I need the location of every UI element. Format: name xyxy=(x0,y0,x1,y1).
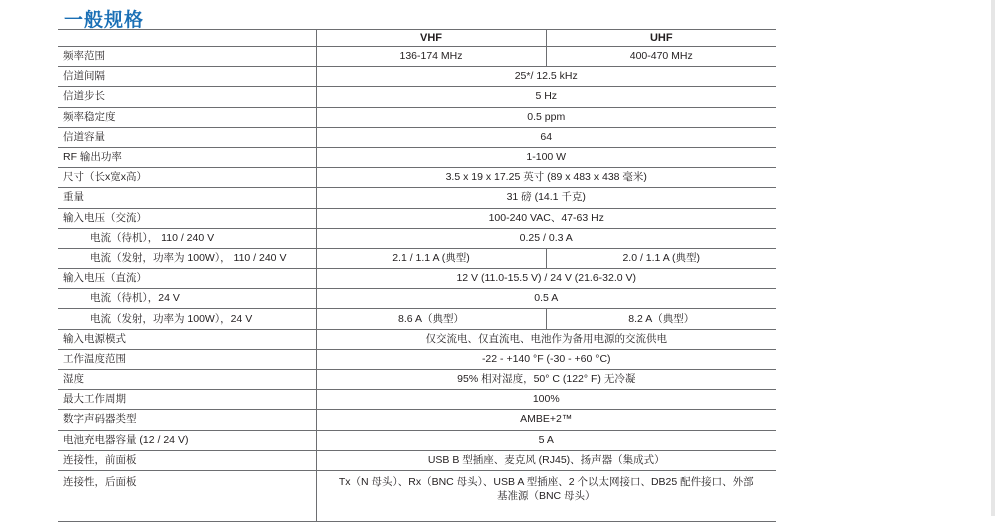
row-value: AMBE+2™ xyxy=(316,410,776,430)
row-label: 工作温度范围 xyxy=(58,349,316,369)
row-value: 0.5 A xyxy=(316,289,776,309)
row-label: 输入电压（直流） xyxy=(58,269,316,289)
row-value: 25*/ 12.5 kHz xyxy=(316,67,776,87)
row-value: 12 V (11.0-15.5 V) / 24 V (21.6-32.0 V) xyxy=(316,269,776,289)
vhf-value: 8.6 A（典型） xyxy=(316,309,546,329)
row-value: 5 Hz xyxy=(316,87,776,107)
row-value-text: Tx（N 母头）、Rx（BNC 母头）、USB A 型插座、2 个以太网接口、DB25 配件接口、外部基准源（BNC 母头） xyxy=(338,475,754,502)
uhf-value: 400-470 MHz xyxy=(546,47,776,67)
row-label: 信道步长 xyxy=(58,87,316,107)
row-label: 信道容量 xyxy=(58,127,316,147)
table-row xyxy=(58,289,776,309)
table-row xyxy=(58,168,776,188)
row-label: 湿度 xyxy=(58,370,316,390)
row-value: 95% 相对湿度，50° C (122° F) 无冷凝 xyxy=(316,370,776,390)
page-title: 一般规格 xyxy=(64,9,145,31)
table-row xyxy=(58,47,776,67)
row-label: 连接性，前面板 xyxy=(58,450,316,470)
vhf-value: 136-174 MHz xyxy=(316,47,546,67)
row-label: 电流（发射，功率为 100W）， 110 / 240 V xyxy=(58,248,316,268)
row-label: RF 输出功率 xyxy=(58,147,316,167)
row-label: 连接性，后面板 xyxy=(58,470,316,521)
row-label: 频率范围 xyxy=(58,47,316,67)
row-value: 5 A xyxy=(316,430,776,450)
table-row xyxy=(58,67,776,87)
table-row xyxy=(58,127,776,147)
row-value: 3.5 x 19 x 17.25 英寸 (89 x 483 x 438 毫米) xyxy=(316,168,776,188)
header-blank xyxy=(58,30,316,47)
page-edge-bar xyxy=(991,0,995,516)
spec-table xyxy=(58,29,776,522)
table-row xyxy=(58,430,776,450)
row-value: 64 xyxy=(316,127,776,147)
table-row xyxy=(58,269,776,289)
row-value: 1-100 W xyxy=(316,147,776,167)
row-value: 仅交流电、仅直流电、电池作为备用电源的交流供电 xyxy=(316,329,776,349)
row-value: 100% xyxy=(316,390,776,410)
table-row xyxy=(58,329,776,349)
row-value: 31 磅 (14.1 千克) xyxy=(316,188,776,208)
vhf-value: 2.1 / 1.1 A (典型) xyxy=(316,248,546,268)
table-header-row xyxy=(58,30,776,47)
table-row xyxy=(58,228,776,248)
row-value: 0.25 / 0.3 A xyxy=(316,228,776,248)
row-label: 重量 xyxy=(58,188,316,208)
table-row xyxy=(58,208,776,228)
table-row xyxy=(58,470,776,521)
table-row xyxy=(58,370,776,390)
table-row xyxy=(58,87,776,107)
table-row xyxy=(58,390,776,410)
row-value: -22 - +140 °F (-30 - +60 °C) xyxy=(316,349,776,369)
table-row xyxy=(58,349,776,369)
row-label: 电池充电器容量 (12 / 24 V) xyxy=(58,430,316,450)
table-row xyxy=(58,410,776,430)
row-label: 尺寸（长x宽x高） xyxy=(58,168,316,188)
table-row xyxy=(58,248,776,268)
table-row xyxy=(58,450,776,470)
row-value: 100-240 VAC、47-63 Hz xyxy=(316,208,776,228)
table-row xyxy=(58,147,776,167)
row-value: 0.5 ppm xyxy=(316,107,776,127)
row-label: 输入电源模式 xyxy=(58,329,316,349)
row-label: 频率稳定度 xyxy=(58,107,316,127)
row-label: 数字声码器类型 xyxy=(58,410,316,430)
row-label: 输入电压（交流） xyxy=(58,208,316,228)
table-row xyxy=(58,309,776,329)
table-row xyxy=(58,188,776,208)
row-label: 电流（发射，功率为 100W），24 V xyxy=(58,309,316,329)
row-label: 最大工作周期 xyxy=(58,390,316,410)
row-value: USB B 型插座、麦克风 (RJ45)、扬声器（集成式） xyxy=(316,450,776,470)
uhf-value: 8.2 A（典型） xyxy=(546,309,776,329)
row-label: 信道间隔 xyxy=(58,67,316,87)
row-label: 电流（待机）， 110 / 240 V xyxy=(58,228,316,248)
column-header-vhf: VHF xyxy=(316,30,546,47)
column-header-uhf: UHF xyxy=(546,30,776,47)
uhf-value: 2.0 / 1.1 A (典型) xyxy=(546,248,776,268)
row-label: 电流（待机），24 V xyxy=(58,289,316,309)
table-row xyxy=(58,107,776,127)
row-value xyxy=(316,470,776,521)
